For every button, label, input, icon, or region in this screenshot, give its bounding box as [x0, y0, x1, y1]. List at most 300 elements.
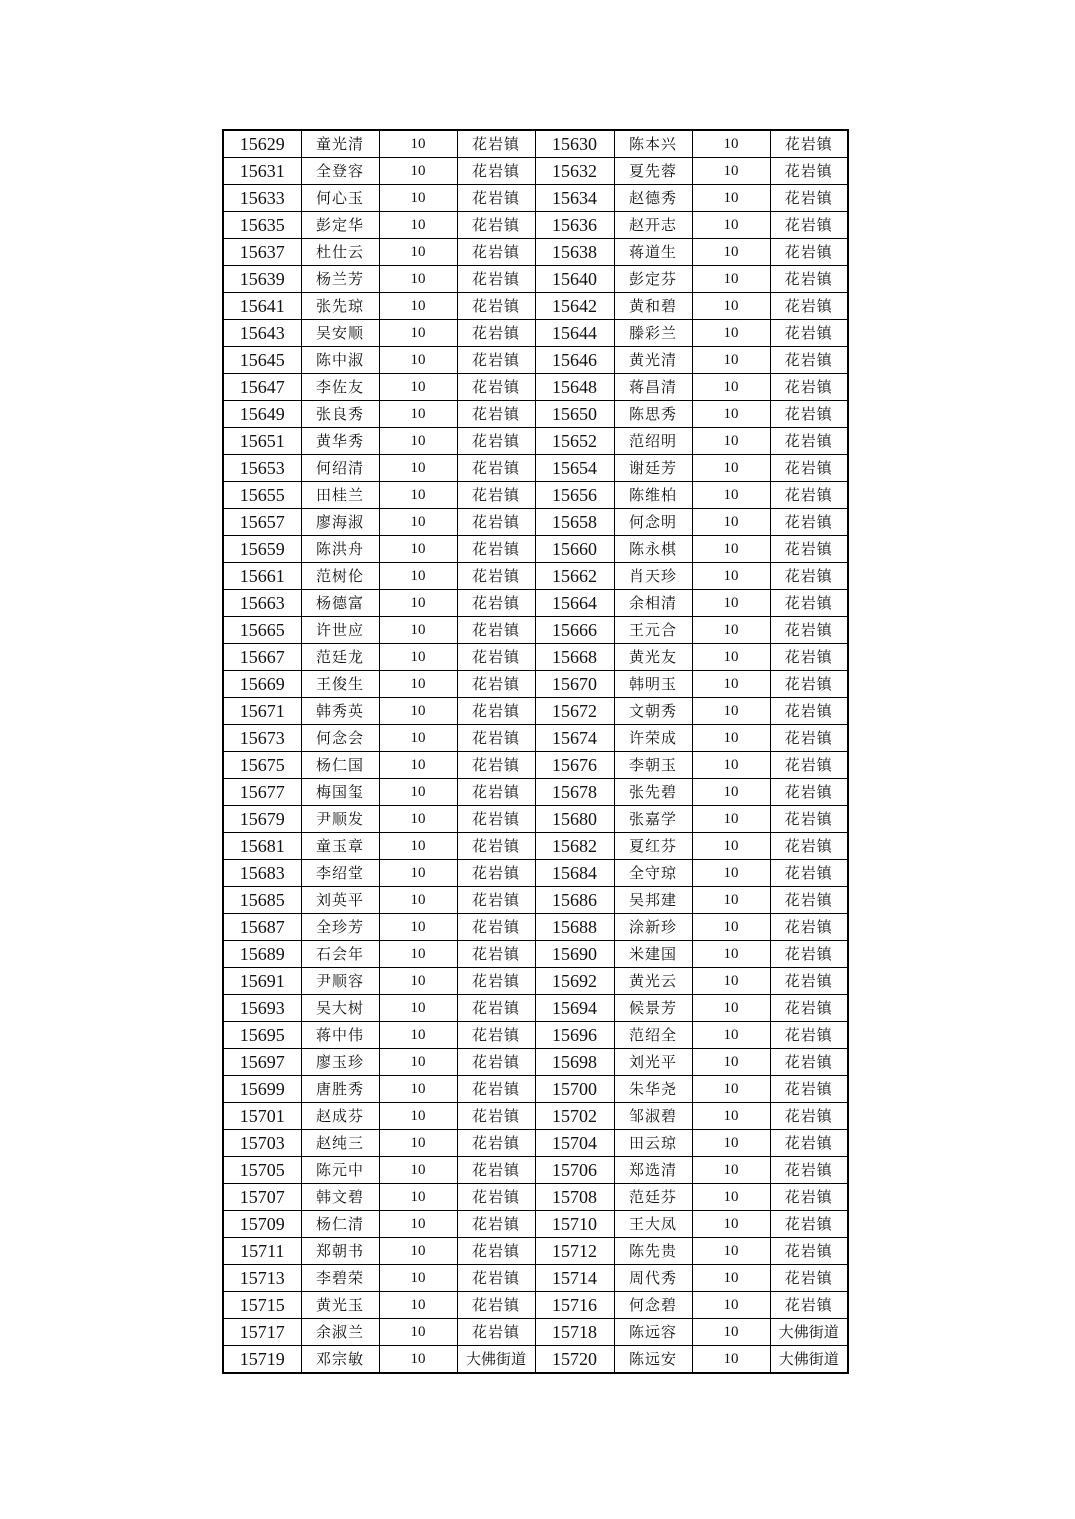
- town-name-cell: 花岩镇: [457, 266, 535, 293]
- person-name-cell: 文朝秀: [614, 698, 692, 725]
- person-name-cell: 蒋道生: [614, 239, 692, 266]
- table-row: [223, 1184, 848, 1211]
- town-name-cell: 花岩镇: [457, 590, 535, 617]
- town-name-cell: 花岩镇: [770, 1130, 848, 1157]
- count-value-cell: 10: [692, 1211, 770, 1238]
- town-name-cell: 花岩镇: [770, 401, 848, 428]
- table-row: [223, 1238, 848, 1265]
- record-id-cell: 15720: [535, 1346, 614, 1374]
- record-id-cell: 15704: [535, 1130, 614, 1157]
- record-id-cell: 15692: [535, 968, 614, 995]
- town-name-cell: 花岩镇: [770, 995, 848, 1022]
- record-id-cell: 15702: [535, 1103, 614, 1130]
- town-name-cell: 花岩镇: [457, 239, 535, 266]
- person-name-cell: 邓宗敏: [301, 1346, 379, 1374]
- town-name-cell: 花岩镇: [457, 1103, 535, 1130]
- town-name-cell: 花岩镇: [457, 617, 535, 644]
- town-name-cell: 花岩镇: [457, 158, 535, 185]
- person-name-cell: 何念会: [301, 725, 379, 752]
- person-name-cell: 许荣成: [614, 725, 692, 752]
- person-name-cell: 全守琼: [614, 860, 692, 887]
- record-id-cell: 15657: [223, 509, 301, 536]
- count-value-cell: 10: [692, 698, 770, 725]
- record-id-cell: 15691: [223, 968, 301, 995]
- table-row: [223, 1049, 848, 1076]
- person-name-cell: 余淑兰: [301, 1319, 379, 1346]
- town-name-cell: 花岩镇: [770, 968, 848, 995]
- town-name-cell: 花岩镇: [457, 698, 535, 725]
- count-value-cell: 10: [692, 374, 770, 401]
- record-id-cell: 15665: [223, 617, 301, 644]
- table-row: [223, 158, 848, 185]
- record-id-cell: 15713: [223, 1265, 301, 1292]
- record-id-cell: 15648: [535, 374, 614, 401]
- record-id-cell: 15711: [223, 1238, 301, 1265]
- record-id-cell: 15710: [535, 1211, 614, 1238]
- count-value-cell: 10: [692, 266, 770, 293]
- person-name-cell: 廖玉珍: [301, 1049, 379, 1076]
- town-name-cell: 花岩镇: [457, 293, 535, 320]
- count-value-cell: 10: [379, 1238, 457, 1265]
- town-name-cell: 花岩镇: [457, 752, 535, 779]
- record-id-cell: 15662: [535, 563, 614, 590]
- count-value-cell: 10: [379, 1130, 457, 1157]
- record-id-cell: 15709: [223, 1211, 301, 1238]
- person-name-cell: 韩明玉: [614, 671, 692, 698]
- town-name-cell: 花岩镇: [770, 1211, 848, 1238]
- town-name-cell: 花岩镇: [457, 1076, 535, 1103]
- table-row: [223, 779, 848, 806]
- count-value-cell: 10: [692, 455, 770, 482]
- count-value-cell: 10: [692, 995, 770, 1022]
- record-id-cell: 15678: [535, 779, 614, 806]
- person-name-cell: 陈远容: [614, 1319, 692, 1346]
- town-name-cell: 花岩镇: [770, 698, 848, 725]
- roster-table: [222, 129, 849, 1374]
- town-name-cell: 花岩镇: [770, 158, 848, 185]
- person-name-cell: 黄光清: [614, 347, 692, 374]
- count-value-cell: 10: [692, 239, 770, 266]
- record-id-cell: 15656: [535, 482, 614, 509]
- table-row: [223, 914, 848, 941]
- person-name-cell: 吴邦建: [614, 887, 692, 914]
- count-value-cell: 10: [692, 860, 770, 887]
- person-name-cell: 赵纯三: [301, 1130, 379, 1157]
- town-name-cell: 花岩镇: [770, 779, 848, 806]
- record-id-cell: 15716: [535, 1292, 614, 1319]
- count-value-cell: 10: [379, 995, 457, 1022]
- record-id-cell: 15700: [535, 1076, 614, 1103]
- record-id-cell: 15635: [223, 212, 301, 239]
- table-row: [223, 455, 848, 482]
- count-value-cell: 10: [692, 212, 770, 239]
- record-id-cell: 15640: [535, 266, 614, 293]
- record-id-cell: 15642: [535, 293, 614, 320]
- town-name-cell: 花岩镇: [770, 1265, 848, 1292]
- town-name-cell: 花岩镇: [770, 590, 848, 617]
- town-name-cell: 花岩镇: [770, 860, 848, 887]
- record-id-cell: 15695: [223, 1022, 301, 1049]
- person-name-cell: 韩文碧: [301, 1184, 379, 1211]
- person-name-cell: 何念碧: [614, 1292, 692, 1319]
- count-value-cell: 10: [692, 887, 770, 914]
- town-name-cell: 花岩镇: [770, 617, 848, 644]
- person-name-cell: 尹顺发: [301, 806, 379, 833]
- count-value-cell: 10: [379, 1319, 457, 1346]
- count-value-cell: 10: [692, 1265, 770, 1292]
- town-name-cell: 花岩镇: [770, 1184, 848, 1211]
- table-row: [223, 1292, 848, 1319]
- count-value-cell: 10: [692, 806, 770, 833]
- town-name-cell: 花岩镇: [457, 1292, 535, 1319]
- record-id-cell: 15687: [223, 914, 301, 941]
- table-row: [223, 644, 848, 671]
- record-id-cell: 15717: [223, 1319, 301, 1346]
- count-value-cell: 10: [379, 428, 457, 455]
- person-name-cell: 何念明: [614, 509, 692, 536]
- record-id-cell: 15671: [223, 698, 301, 725]
- table-row: [223, 266, 848, 293]
- person-name-cell: 王元合: [614, 617, 692, 644]
- town-name-cell: 花岩镇: [457, 428, 535, 455]
- table-row: [223, 130, 848, 158]
- person-name-cell: 童光清: [301, 130, 379, 158]
- person-name-cell: 黄光友: [614, 644, 692, 671]
- record-id-cell: 15667: [223, 644, 301, 671]
- record-id-cell: 15688: [535, 914, 614, 941]
- count-value-cell: 10: [692, 1076, 770, 1103]
- person-name-cell: 刘英平: [301, 887, 379, 914]
- count-value-cell: 10: [692, 1184, 770, 1211]
- town-name-cell: 花岩镇: [770, 130, 848, 158]
- count-value-cell: 10: [692, 968, 770, 995]
- record-id-cell: 15696: [535, 1022, 614, 1049]
- town-name-cell: 花岩镇: [770, 1292, 848, 1319]
- town-name-cell: 花岩镇: [457, 320, 535, 347]
- record-id-cell: 15637: [223, 239, 301, 266]
- person-name-cell: 陈洪舟: [301, 536, 379, 563]
- record-id-cell: 15664: [535, 590, 614, 617]
- count-value-cell: 10: [379, 212, 457, 239]
- count-value-cell: 10: [692, 401, 770, 428]
- count-value-cell: 10: [379, 1346, 457, 1374]
- record-id-cell: 15653: [223, 455, 301, 482]
- count-value-cell: 10: [692, 130, 770, 158]
- town-name-cell: 大佛街道: [457, 1346, 535, 1374]
- town-name-cell: 花岩镇: [770, 563, 848, 590]
- count-value-cell: 10: [379, 1265, 457, 1292]
- record-id-cell: 15685: [223, 887, 301, 914]
- count-value-cell: 10: [379, 509, 457, 536]
- table-row: [223, 806, 848, 833]
- person-name-cell: 候景芳: [614, 995, 692, 1022]
- person-name-cell: 何心玉: [301, 185, 379, 212]
- town-name-cell: 花岩镇: [457, 536, 535, 563]
- person-name-cell: 彭定华: [301, 212, 379, 239]
- count-value-cell: 10: [379, 374, 457, 401]
- person-name-cell: 肖天珍: [614, 563, 692, 590]
- table-row: [223, 293, 848, 320]
- person-name-cell: 夏先蓉: [614, 158, 692, 185]
- count-value-cell: 10: [692, 158, 770, 185]
- person-name-cell: 李朝玉: [614, 752, 692, 779]
- person-name-cell: 王俊生: [301, 671, 379, 698]
- town-name-cell: 花岩镇: [457, 995, 535, 1022]
- person-name-cell: 邹淑碧: [614, 1103, 692, 1130]
- count-value-cell: 10: [379, 1157, 457, 1184]
- person-name-cell: 杨德富: [301, 590, 379, 617]
- record-id-cell: 15703: [223, 1130, 301, 1157]
- person-name-cell: 韩秀英: [301, 698, 379, 725]
- count-value-cell: 10: [692, 725, 770, 752]
- town-name-cell: 花岩镇: [770, 185, 848, 212]
- count-value-cell: 10: [379, 266, 457, 293]
- record-id-cell: 15690: [535, 941, 614, 968]
- person-name-cell: 夏红芬: [614, 833, 692, 860]
- town-name-cell: 花岩镇: [770, 1049, 848, 1076]
- town-name-cell: 花岩镇: [457, 130, 535, 158]
- count-value-cell: 10: [379, 239, 457, 266]
- count-value-cell: 10: [692, 293, 770, 320]
- table-row: [223, 347, 848, 374]
- record-id-cell: 15673: [223, 725, 301, 752]
- count-value-cell: 10: [692, 1292, 770, 1319]
- person-name-cell: 陈本兴: [614, 130, 692, 158]
- person-name-cell: 范廷芬: [614, 1184, 692, 1211]
- person-name-cell: 郑朝书: [301, 1238, 379, 1265]
- table-row: [223, 1022, 848, 1049]
- person-name-cell: 尹顺容: [301, 968, 379, 995]
- town-name-cell: 花岩镇: [770, 725, 848, 752]
- record-id-cell: 15669: [223, 671, 301, 698]
- record-id-cell: 15677: [223, 779, 301, 806]
- person-name-cell: 范树伦: [301, 563, 379, 590]
- record-id-cell: 15701: [223, 1103, 301, 1130]
- person-name-cell: 谢廷芳: [614, 455, 692, 482]
- person-name-cell: 陈维柏: [614, 482, 692, 509]
- town-name-cell: 花岩镇: [457, 482, 535, 509]
- record-id-cell: 15646: [535, 347, 614, 374]
- person-name-cell: 刘光平: [614, 1049, 692, 1076]
- town-name-cell: 花岩镇: [770, 1157, 848, 1184]
- record-id-cell: 15675: [223, 752, 301, 779]
- count-value-cell: 10: [692, 1319, 770, 1346]
- table-row: [223, 320, 848, 347]
- person-name-cell: 吴安顺: [301, 320, 379, 347]
- person-name-cell: 全珍芳: [301, 914, 379, 941]
- town-name-cell: 花岩镇: [457, 509, 535, 536]
- person-name-cell: 张先琼: [301, 293, 379, 320]
- person-name-cell: 黄光云: [614, 968, 692, 995]
- town-name-cell: 花岩镇: [770, 1238, 848, 1265]
- person-name-cell: 赵开志: [614, 212, 692, 239]
- record-id-cell: 15660: [535, 536, 614, 563]
- record-id-cell: 15698: [535, 1049, 614, 1076]
- table-row: [223, 995, 848, 1022]
- count-value-cell: 10: [379, 158, 457, 185]
- town-name-cell: 花岩镇: [457, 1265, 535, 1292]
- table-row: [223, 941, 848, 968]
- table-row: [223, 1346, 848, 1374]
- record-id-cell: 15631: [223, 158, 301, 185]
- record-id-cell: 15676: [535, 752, 614, 779]
- person-name-cell: 唐胜秀: [301, 1076, 379, 1103]
- table-row: [223, 1319, 848, 1346]
- table-row: [223, 239, 848, 266]
- count-value-cell: 10: [692, 1346, 770, 1374]
- town-name-cell: 花岩镇: [770, 509, 848, 536]
- count-value-cell: 10: [379, 725, 457, 752]
- table-row: [223, 1076, 848, 1103]
- town-name-cell: 花岩镇: [770, 833, 848, 860]
- table-row: [223, 1103, 848, 1130]
- record-id-cell: 15684: [535, 860, 614, 887]
- count-value-cell: 10: [692, 941, 770, 968]
- town-name-cell: 花岩镇: [457, 563, 535, 590]
- roster-table-body: [223, 130, 848, 1373]
- town-name-cell: 花岩镇: [770, 1103, 848, 1130]
- town-name-cell: 花岩镇: [457, 860, 535, 887]
- person-name-cell: 李绍堂: [301, 860, 379, 887]
- count-value-cell: 10: [379, 563, 457, 590]
- count-value-cell: 10: [692, 644, 770, 671]
- town-name-cell: 花岩镇: [457, 968, 535, 995]
- town-name-cell: 花岩镇: [770, 212, 848, 239]
- record-id-cell: 15694: [535, 995, 614, 1022]
- town-name-cell: 花岩镇: [770, 455, 848, 482]
- record-id-cell: 15636: [535, 212, 614, 239]
- record-id-cell: 15683: [223, 860, 301, 887]
- person-name-cell: 李碧荣: [301, 1265, 379, 1292]
- count-value-cell: 10: [379, 455, 457, 482]
- record-id-cell: 15670: [535, 671, 614, 698]
- table-row: [223, 374, 848, 401]
- person-name-cell: 赵德秀: [614, 185, 692, 212]
- record-id-cell: 15680: [535, 806, 614, 833]
- table-row: [223, 185, 848, 212]
- record-id-cell: 15641: [223, 293, 301, 320]
- count-value-cell: 10: [692, 185, 770, 212]
- table-row: [223, 860, 848, 887]
- person-name-cell: 杨兰芳: [301, 266, 379, 293]
- record-id-cell: 15718: [535, 1319, 614, 1346]
- town-name-cell: 花岩镇: [770, 374, 848, 401]
- count-value-cell: 10: [692, 671, 770, 698]
- count-value-cell: 10: [379, 590, 457, 617]
- count-value-cell: 10: [379, 1022, 457, 1049]
- count-value-cell: 10: [379, 1049, 457, 1076]
- person-name-cell: 杨仁国: [301, 752, 379, 779]
- count-value-cell: 10: [379, 887, 457, 914]
- record-id-cell: 15719: [223, 1346, 301, 1374]
- town-name-cell: 花岩镇: [457, 806, 535, 833]
- record-id-cell: 15689: [223, 941, 301, 968]
- count-value-cell: 10: [692, 1130, 770, 1157]
- table-row: [223, 725, 848, 752]
- record-id-cell: 15663: [223, 590, 301, 617]
- record-id-cell: 15658: [535, 509, 614, 536]
- person-name-cell: 李佐友: [301, 374, 379, 401]
- person-name-cell: 田云琼: [614, 1130, 692, 1157]
- count-value-cell: 10: [379, 1211, 457, 1238]
- town-name-cell: 花岩镇: [770, 914, 848, 941]
- town-name-cell: 花岩镇: [770, 239, 848, 266]
- person-name-cell: 黄和碧: [614, 293, 692, 320]
- person-name-cell: 黄光玉: [301, 1292, 379, 1319]
- count-value-cell: 10: [692, 617, 770, 644]
- record-id-cell: 15630: [535, 130, 614, 158]
- record-id-cell: 15672: [535, 698, 614, 725]
- record-id-cell: 15629: [223, 130, 301, 158]
- town-name-cell: 花岩镇: [457, 1049, 535, 1076]
- record-id-cell: 15638: [535, 239, 614, 266]
- table-row: [223, 887, 848, 914]
- count-value-cell: 10: [692, 320, 770, 347]
- count-value-cell: 10: [692, 1049, 770, 1076]
- town-name-cell: 花岩镇: [457, 671, 535, 698]
- town-name-cell: 花岩镇: [457, 347, 535, 374]
- count-value-cell: 10: [692, 833, 770, 860]
- record-id-cell: 15714: [535, 1265, 614, 1292]
- count-value-cell: 10: [379, 914, 457, 941]
- town-name-cell: 花岩镇: [770, 806, 848, 833]
- count-value-cell: 10: [692, 347, 770, 374]
- person-name-cell: 蒋昌清: [614, 374, 692, 401]
- record-id-cell: 15705: [223, 1157, 301, 1184]
- person-name-cell: 余相清: [614, 590, 692, 617]
- record-id-cell: 15649: [223, 401, 301, 428]
- table-row: [223, 482, 848, 509]
- person-name-cell: 吴大树: [301, 995, 379, 1022]
- person-name-cell: 张先碧: [614, 779, 692, 806]
- town-name-cell: 花岩镇: [457, 725, 535, 752]
- town-name-cell: 花岩镇: [457, 1157, 535, 1184]
- count-value-cell: 10: [379, 779, 457, 806]
- count-value-cell: 10: [379, 536, 457, 563]
- town-name-cell: 花岩镇: [457, 1238, 535, 1265]
- record-id-cell: 15697: [223, 1049, 301, 1076]
- person-name-cell: 陈中淑: [301, 347, 379, 374]
- town-name-cell: 花岩镇: [457, 374, 535, 401]
- record-id-cell: 15679: [223, 806, 301, 833]
- record-id-cell: 15699: [223, 1076, 301, 1103]
- town-name-cell: 花岩镇: [770, 320, 848, 347]
- count-value-cell: 10: [692, 752, 770, 779]
- record-id-cell: 15706: [535, 1157, 614, 1184]
- count-value-cell: 10: [379, 941, 457, 968]
- count-value-cell: 10: [379, 671, 457, 698]
- count-value-cell: 10: [379, 293, 457, 320]
- person-name-cell: 范绍全: [614, 1022, 692, 1049]
- count-value-cell: 10: [379, 752, 457, 779]
- person-name-cell: 黄华秀: [301, 428, 379, 455]
- town-name-cell: 花岩镇: [457, 644, 535, 671]
- person-name-cell: 何绍清: [301, 455, 379, 482]
- town-name-cell: 花岩镇: [457, 941, 535, 968]
- person-name-cell: 赵成芬: [301, 1103, 379, 1130]
- record-id-cell: 15666: [535, 617, 614, 644]
- table-row: [223, 428, 848, 455]
- count-value-cell: 10: [379, 833, 457, 860]
- count-value-cell: 10: [379, 860, 457, 887]
- record-id-cell: 15668: [535, 644, 614, 671]
- person-name-cell: 滕彩兰: [614, 320, 692, 347]
- table-row: [223, 1130, 848, 1157]
- person-name-cell: 梅国玺: [301, 779, 379, 806]
- person-name-cell: 范廷龙: [301, 644, 379, 671]
- count-value-cell: 10: [692, 428, 770, 455]
- town-name-cell: 花岩镇: [457, 779, 535, 806]
